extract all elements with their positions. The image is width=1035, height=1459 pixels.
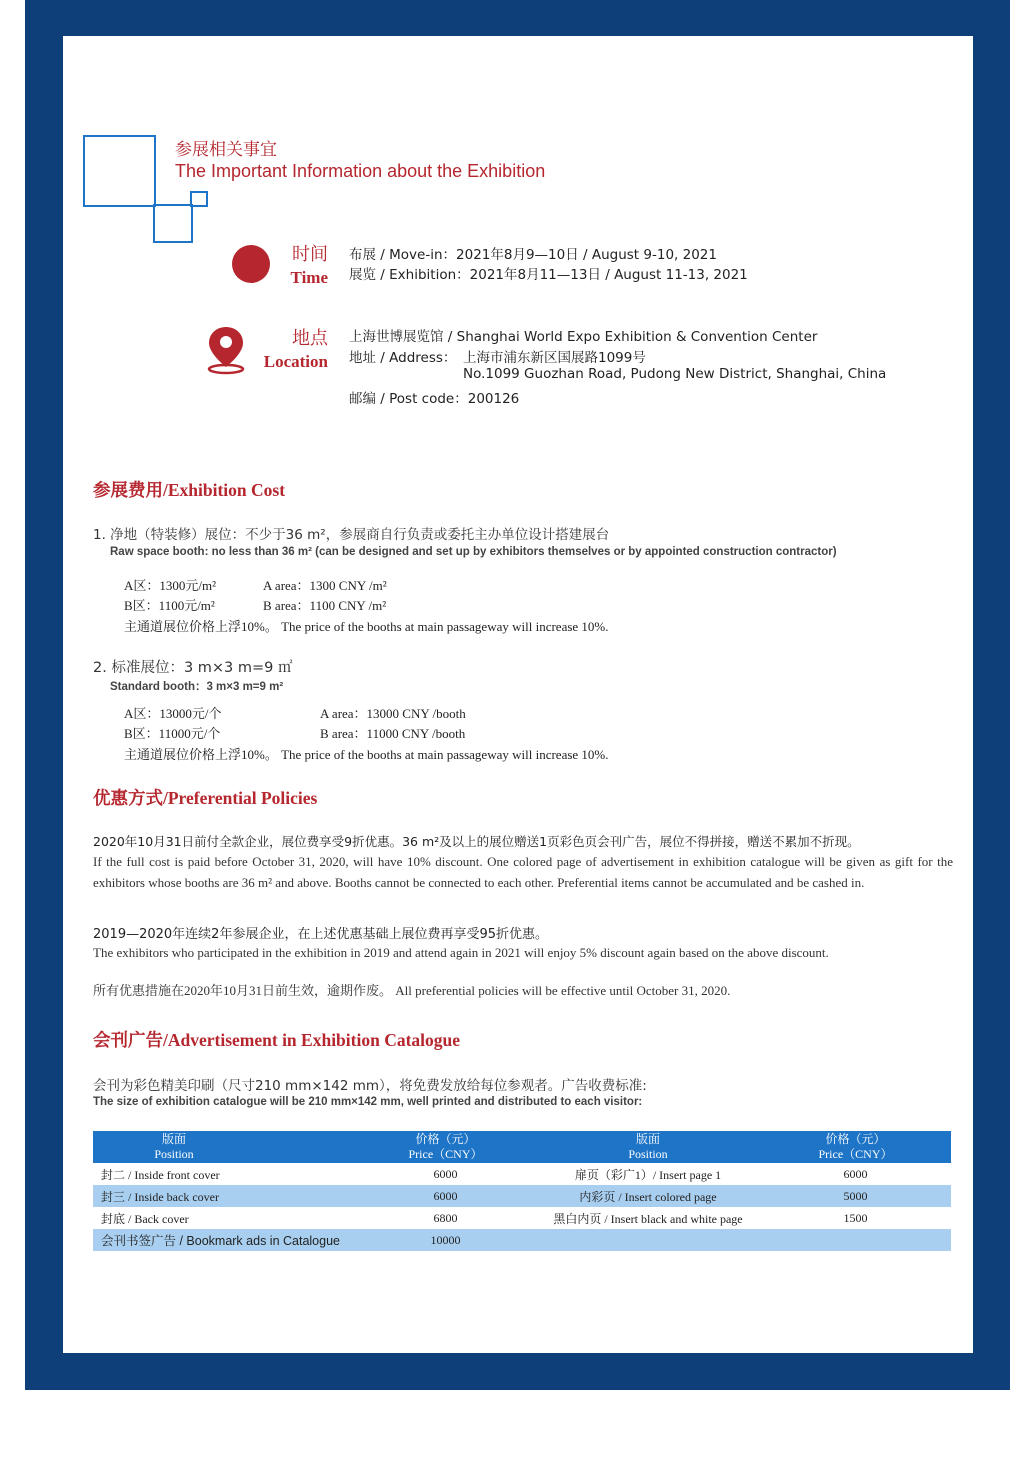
policy-1-en: If the full cost is paid before October 31, 2020, will have 10% discount. One colored page of advertisement in exhibition catalogue will be given as gift for the exhibitors whose booths are 36 m² and above. Booths cannot be connected to each other. Preferential items cannot be accumulated and be cashed in. [93,854,953,890]
standard-a-en: A area：13000 CNY /booth [320,706,466,721]
venue-text: 上海世博展览馆 / Shanghai World Expo Exhibition & Convention Center [349,329,818,345]
policy-1-cn: 2020年10月31日前付全款企业，展位费享受9折优惠。36 m²及以上的展位赠送1页彩色页会刊广告，展位不得拼接，赠送不累加不折现。 [93,834,860,849]
raw-booth-title-cn: 1. 净地（特装修）展位：不少于36 m²，参展商自行负责或委托主办单位设计搭建展台 [93,527,610,543]
table-cell: 6000 [433,1166,458,1181]
standard-booth-title-cn: 2. 标准展位：3 m×3 m=9 ㎡ [93,660,293,676]
table-cell: 会刊书签广告 / Bookmark ads in Catalogue [101,1234,340,1248]
standard-booth-title-en: Standard booth：3 m×3 m=9 m² [110,681,284,693]
table-cell: 1500 [843,1210,868,1225]
table-header-cell: 价格（元） Price（CNY） [818,1132,893,1161]
table-cell: 6000 [843,1166,868,1181]
address-en: No.1099 Guozhan Road, Pudong New District, Shanghai, China [463,366,887,382]
raw-note: 主通道展位价格上浮10%。 The price of the booths at main passageway will increase 10%. [124,619,609,634]
table-header-cell: 版面 Position [154,1132,194,1161]
table-row [93,1185,951,1207]
policies-section-title: 优惠方式/Preferential Policies [93,788,318,808]
table-row [93,1207,951,1229]
table-row [93,1229,951,1251]
table-cell [548,1229,748,1251]
standard-b-cn: B区：11000元/个 [124,726,221,741]
section-title-cn: 参展相关事宜 [175,140,277,160]
table-cell: 封二 / Inside front cover [101,1167,220,1182]
ads-intro-cn: 会刊为彩色精美印刷（尺寸210 mm×142 mm），将免费发放给每位参观者。广告收费标准: [93,1078,647,1094]
ads-section-title: 会刊广告/Advertisement in Exhibition Catalogue [93,1030,461,1050]
raw-a-en: A area：1300 CNY /m² [263,578,387,593]
table-cell: 5000 [843,1188,868,1203]
standard-a-cn: A区：13000元/个 [124,706,222,721]
raw-b-en: B area：1100 CNY /m² [263,598,387,613]
table-header-row [93,1131,951,1163]
raw-b-cn: B区：1100元/m² [124,598,215,613]
standard-note: 主通道展位价格上浮10%。 The price of the booths at main passageway will increase 10%. [124,747,609,762]
location-label-en: Location [263,352,328,371]
section-title-en: The Important Information about the Exhibition [175,161,546,181]
table-cell: 封底 / Back cover [101,1211,189,1226]
ads-price-table [93,1131,951,1251]
standard-b-en: B area：11000 CNY /booth [320,726,466,741]
table-header-cell: 版面 Position [628,1132,668,1161]
exhibition-dates-text: 展览 / Exhibition：2021年8月11—13日 / August 11-13, 2021 [349,267,748,283]
time-label-cn: 时间 [292,244,328,265]
policy-2-en: The exhibitors who participated in the exhibition in 2019 and attend again in 2021 will enjoy 5% discount again based on the above discount. [93,945,829,960]
policy-3: 所有优惠措施在2020年10月31日前生效，逾期作废。 All preferential policies will be effective until October 31, 2020. [93,983,731,998]
move-in-text: 布展 / Move-in：2021年8月9—10日 / August 9-10, 2021 [349,247,717,263]
location-label-cn: 地点 [292,328,328,349]
policy-2-cn: 2019—2020年连续2年参展企业，在上述优惠基础上展位费再享受95折优惠。 [93,927,548,942]
raw-a-cn: A区：1300元/m² [124,578,217,593]
address-label: 地址 / Address： [349,350,457,366]
table-row [93,1163,951,1185]
table-cell: 10000 [430,1232,461,1247]
cost-section-title: 参展费用/Exhibition Cost [93,480,286,500]
table-cell [803,1229,908,1251]
address-cn: 上海市浦东新区国展路1099号 [463,350,646,366]
table-cell: 黑白内页 / Insert black and white page [553,1211,743,1226]
post-code-text: 邮编 / Post code：200126 [349,391,520,407]
raw-booth-title-en: Raw space booth: no less than 36 m² (can be designed and set up by exhibitors themselves or by appointed construction contractor) [110,546,837,558]
table-cell: 扉页（彩广1）/ Insert page 1 [574,1167,722,1182]
table-cell: 封三 / Inside back cover [101,1189,219,1204]
table-cell: 6000 [433,1188,458,1203]
time-label-en: Time [290,268,328,287]
table-cell: 内彩页 / Insert colored page [579,1189,717,1204]
table-cell: 6800 [433,1210,458,1225]
ads-intro-en: The size of exhibition catalogue will be 210 mm×142 mm, well printed and distributed to each visitor: [93,1096,643,1108]
table-header-cell: 价格（元） Price（CNY） [408,1132,483,1161]
